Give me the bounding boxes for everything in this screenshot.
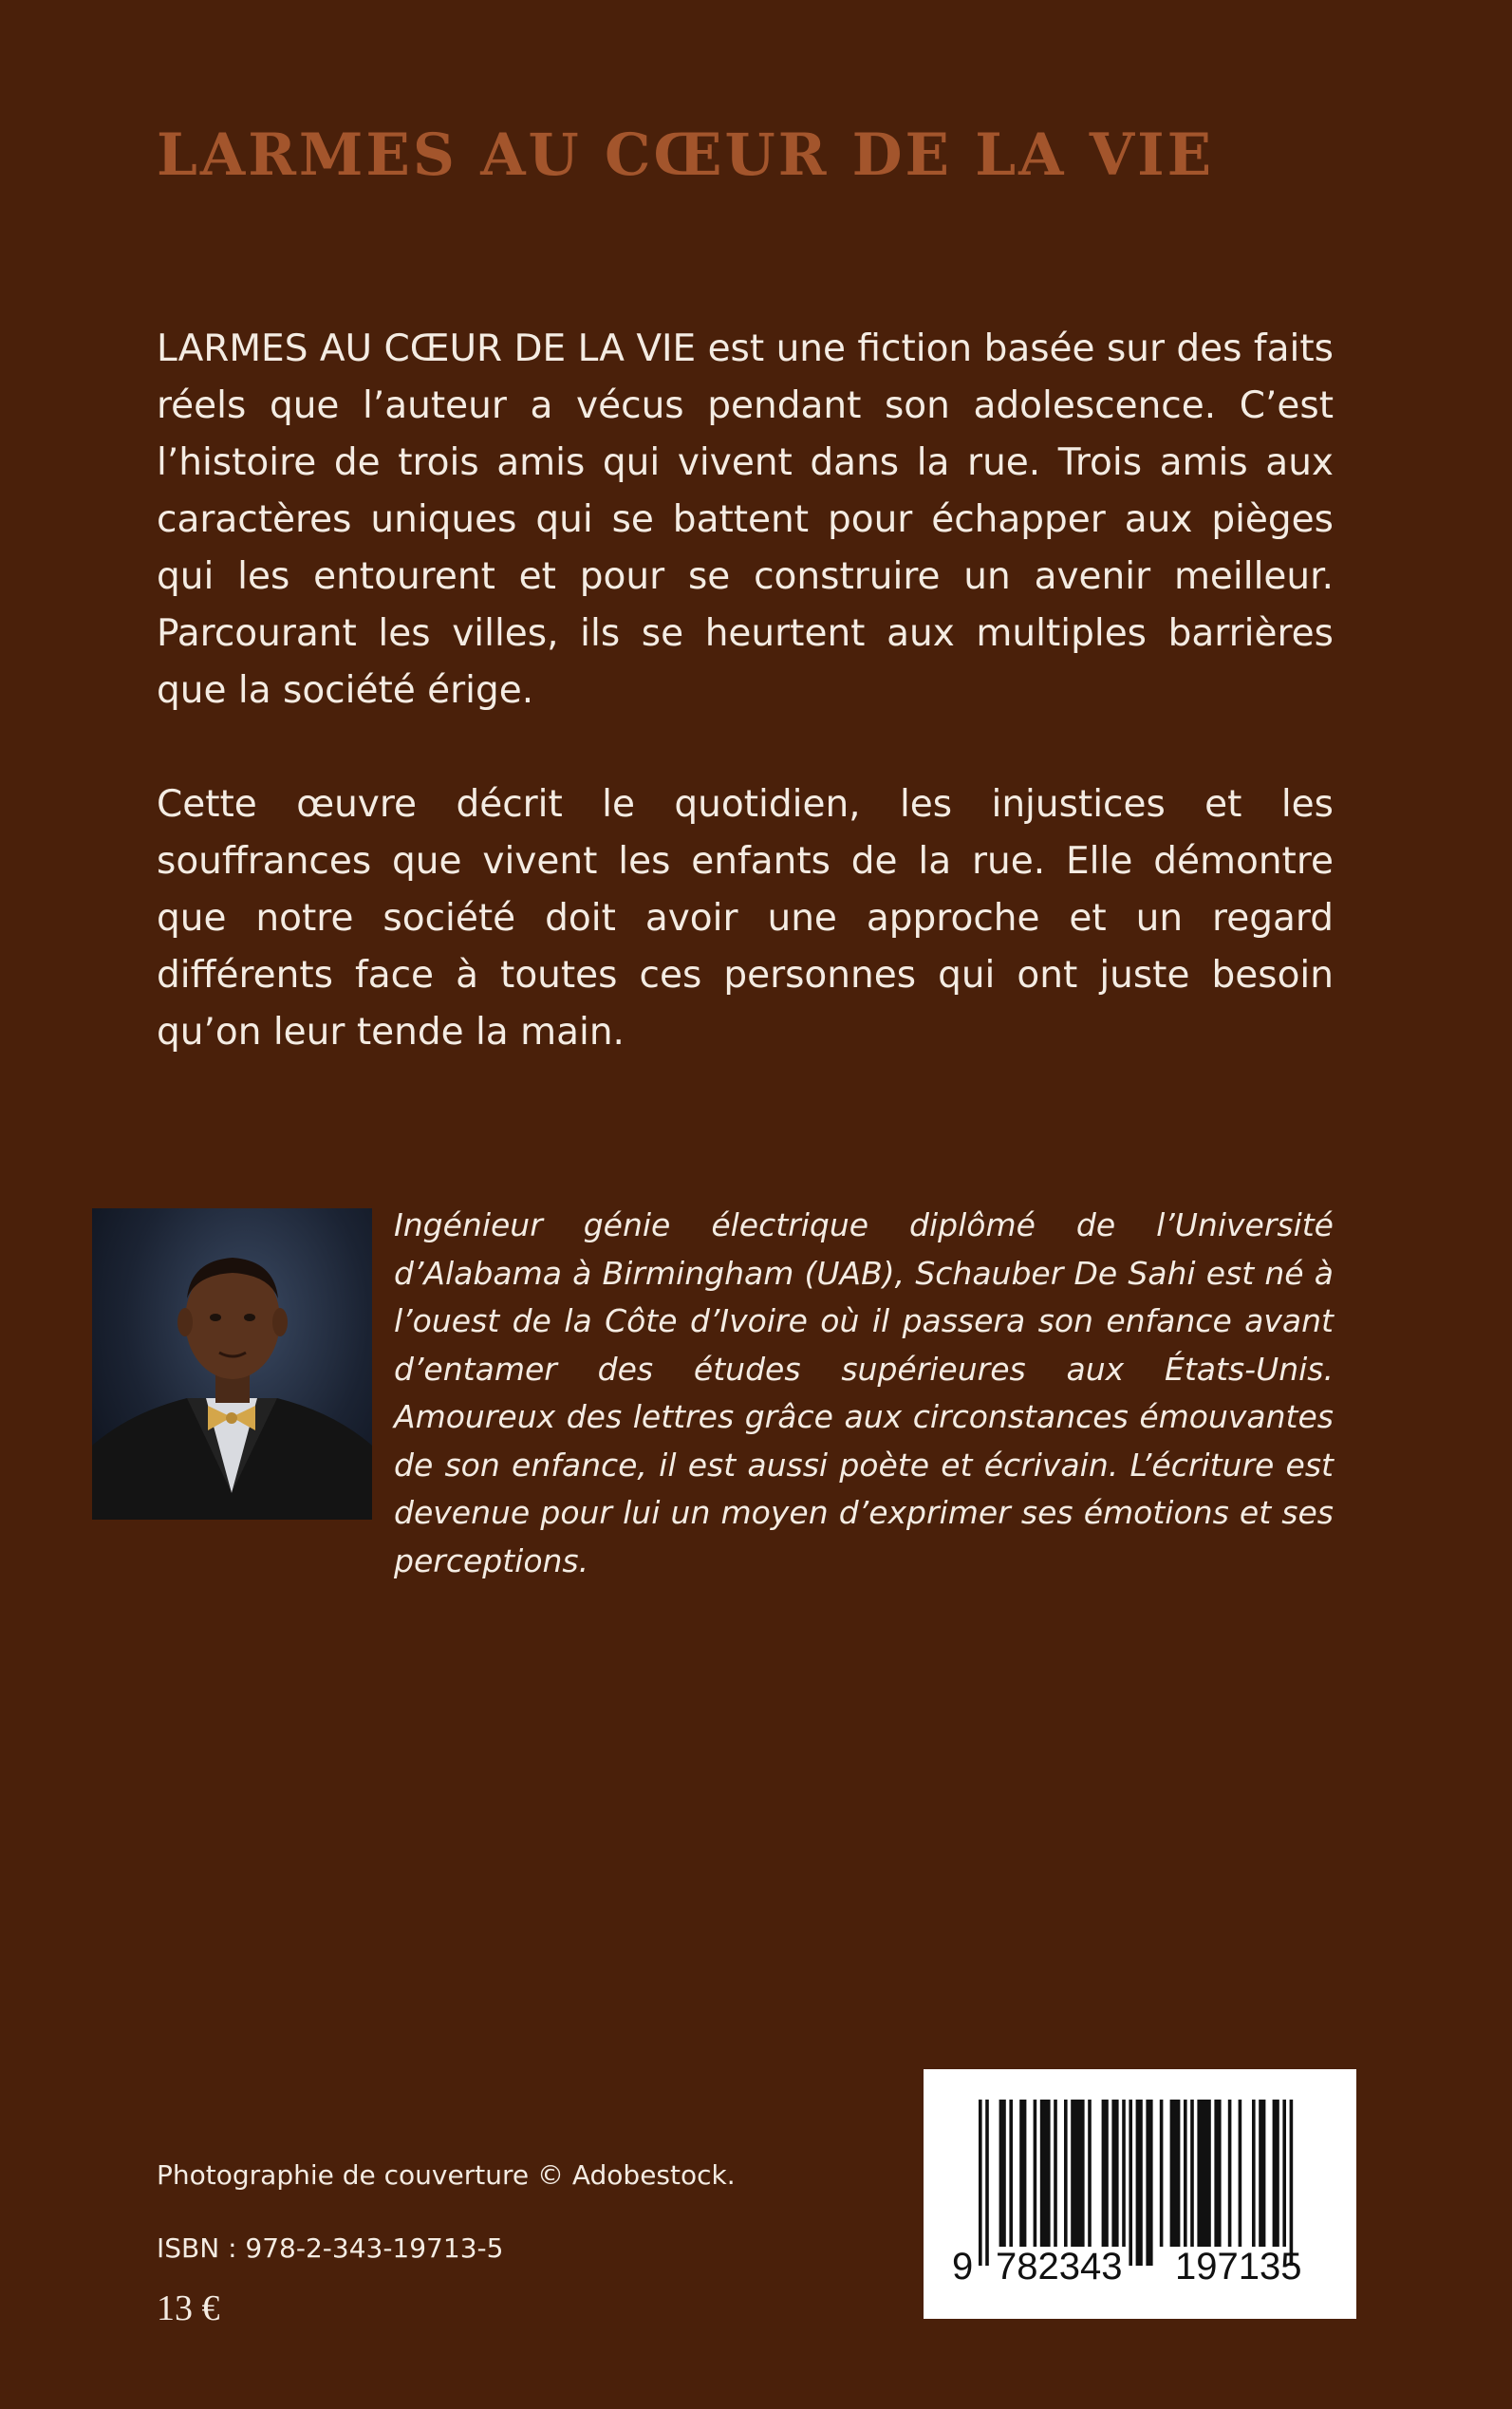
barcode-bar <box>1034 2100 1037 2247</box>
barcode-bar <box>985 2100 989 2266</box>
barcode-bar <box>1122 2100 1126 2247</box>
barcode-bar <box>1146 2100 1152 2266</box>
barcode-bar <box>1064 2100 1068 2247</box>
isbn: ISBN : 978-2-343-19713-5 <box>157 2232 504 2264</box>
barcode-bar <box>1040 2100 1051 2247</box>
barcode-bar <box>1009 2100 1013 2247</box>
barcode-bar <box>1273 2100 1279 2247</box>
barcode-bar <box>999 2100 1006 2247</box>
barcode-bar <box>1239 2100 1242 2247</box>
barcode-bar <box>1197 2100 1210 2247</box>
barcode-bar <box>1071 2100 1084 2247</box>
synopsis-paragraph: Cette œuvre décrit le quotidien, les injustices et les souffrances que vivent les enfants de la rue. Elle démontre que notre société doit avoir une approche et un regard différents face à toutes ces personnes qui ont juste besoin qu’on leur tende la main. <box>157 783 1334 1054</box>
barcode-bar <box>1214 2100 1221 2247</box>
barcode-bar <box>1290 2100 1294 2266</box>
book-title: LARMES AU CŒUR DE LA VIE <box>157 121 1215 189</box>
synopsis-paragraph: LARMES AU CŒUR DE LA VIE est une fiction basée sur des faits réels que l’auteur a vécus pendant son adolescence. C’est l’histoire de trois amis qui vivent dans la rue. Trois amis aux caractères uniques qui se battent pour échapper aux pièges qui les entourent et pour se construire un avenir meilleur. Parcourant les villes, ils se heurtent aux multiples barrières que la société érige. <box>157 327 1334 712</box>
photo-credit: Photographie de couverture © Adobestock. <box>157 2159 736 2191</box>
barcode-bar <box>1102 2100 1109 2247</box>
barcode-bar <box>1019 2100 1026 2247</box>
barcode-right-group: 197135 <box>1175 2246 1302 2288</box>
synopsis <box>157 321 1334 1061</box>
barcode-bar <box>1160 2100 1164 2247</box>
barcode-bar <box>1259 2100 1265 2247</box>
barcode-bar <box>1088 2100 1092 2247</box>
barcode-bar <box>1228 2100 1232 2247</box>
barcode-left-group: 782343 <box>996 2246 1123 2288</box>
barcode-bar <box>1184 2100 1187 2247</box>
author-bio: Ingénieur génie électrique diplômé de l’Université d’Alabama à Birmingham (UAB), Schauber De Sahi est né à l’ouest de la Côte d’Ivoire où il passera son enfance avant d’entamer des études supérieures aux États-Unis. Amoureux des lettres grâce aux circonstances émouvantes de son enfance, il est aussi poète et écrivain. L’écriture est devenue pour lui un moyen d’exprimer ses émotions et ses perceptions. <box>394 1206 1334 1579</box>
barcode-bar <box>979 2100 982 2266</box>
barcode-bar <box>1136 2100 1143 2266</box>
author-photo <box>92 1208 372 1520</box>
barcode-bar <box>1282 2100 1286 2247</box>
barcode-bar <box>1129 2100 1132 2266</box>
barcode <box>924 2069 1356 2319</box>
barcode-first-digit: 9 <box>952 2246 974 2288</box>
barcode-bar <box>1111 2100 1118 2247</box>
barcode-number <box>924 2243 1356 2290</box>
barcode-bar <box>1054 2100 1057 2247</box>
barcode-bar <box>1252 2100 1256 2247</box>
barcode-bar <box>1170 2100 1181 2247</box>
barcode-bar <box>1190 2100 1194 2247</box>
price: 13 € <box>157 2288 220 2328</box>
